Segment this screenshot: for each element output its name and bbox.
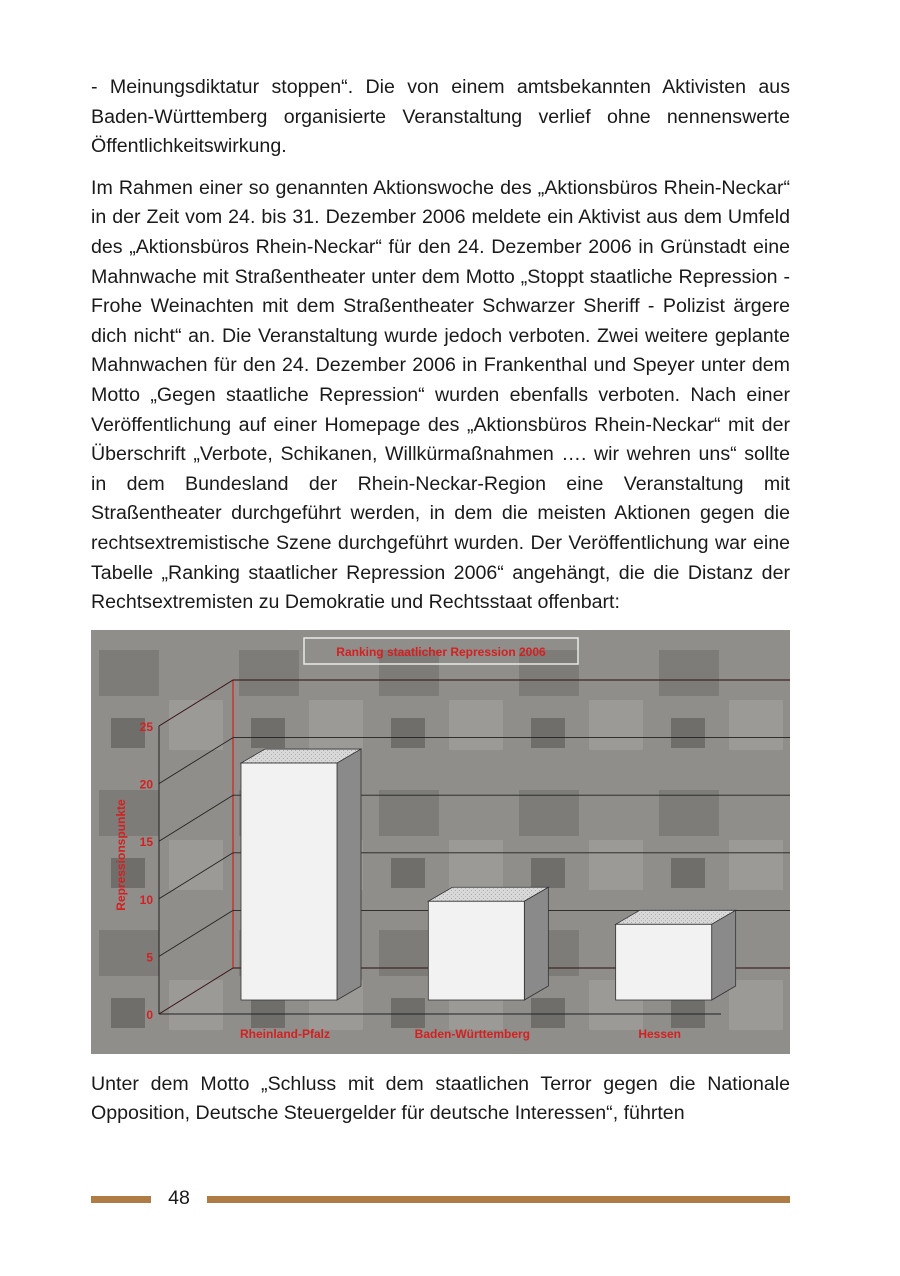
footer-rule-left (91, 1196, 151, 1203)
bar-front (428, 901, 524, 1000)
page-content (91, 73, 790, 1129)
chart-title: Ranking staatlicher Repression 2006 (336, 644, 546, 659)
paragraph-2: Im Rahmen einer so genannten Aktionswoche des „Aktionsbüros Rhein-Neckar“ in der Zeit vom 24. bis 31. Dezember 2006 meldete ein Aktivist aus dem Umfeld des „Aktionsbüros Rhein-Neckar“ für den 24. Dezember 2006 in Grünstadt eine Mahnwache mit Straßentheater unter dem Motto „Stoppt staatliche Repression - Frohe Weinachten mit dem Straßentheater Schwarzer Sheriff - Polizist ärgere dich nicht“ an. Die Veranstaltung wurde jedoch verboten. Zwei weitere geplante Mahnwachen für den 24. Dezember 2006 in Frankenthal und Speyer unter dem Motto „Gegen staatliche Repression“ wurden ebenfalls verboten. Nach einer Veröffentlichung auf einer Homepage des „Aktionsbüros Rhein-Neckar“ mit der Überschrift „Verbote, Schikanen, Willkürmaßnahmen …. wir wehren uns“ sollte in dem Bundesland der Rhein-Neckar-Region eine Veranstaltung mit Straßentheater durchgeführt werden, in dem die meisten Aktionen gegen die rechtsextremistische Szene durchgeführt wurden. Der Veröffentlichung war eine Tabelle „Ranking staatlicher Repression 2006“ angehängt, die die Distanz der Rechtsextremisten zu Demokratie und Rechtsstaat offenbart: (91, 176, 790, 614)
bar-side (337, 749, 361, 1000)
y-tick-label: 5 (146, 950, 153, 965)
bar-side (712, 910, 736, 1000)
y-tick-label: 25 (139, 719, 153, 734)
bar-front (616, 924, 712, 1000)
y-tick-label: 10 (139, 892, 153, 907)
paragraph-1: - Meinungsdiktatur stoppen“. Die von einem amtsbekannten Aktivisten aus Baden-Württemberg organisierte Veranstaltung verlief ohne nennenswerte Öffentlichkeitswirkung. (91, 76, 790, 158)
bar-front (241, 763, 337, 1000)
page-footer (91, 1185, 790, 1215)
y-tick-label: 0 (146, 1007, 153, 1022)
footer-rule-right (207, 1196, 790, 1203)
bar (241, 749, 361, 1000)
paragraph-3: Unter dem Motto „Schluss mit dem staatlichen Terror gegen die Nationale Opposition, Deutsche Steuergelder für deutsche Interessen“, führten (91, 1072, 790, 1125)
bar (428, 887, 548, 1000)
x-tick-label: Baden-Württemberg (414, 1026, 531, 1041)
page-number: 48 (168, 1187, 190, 1209)
x-tick-label: Hessen (638, 1026, 682, 1041)
bar-side (524, 887, 548, 1000)
y-tick-label: 15 (139, 834, 153, 849)
y-axis-label: Repressionspunkte (114, 799, 128, 911)
x-tick-label: Rheinland-Pfalz (239, 1026, 331, 1041)
y-tick-label: 20 (139, 777, 153, 792)
bar-chart (91, 630, 790, 1054)
bar (616, 910, 736, 1000)
chart-figure (91, 630, 790, 1054)
